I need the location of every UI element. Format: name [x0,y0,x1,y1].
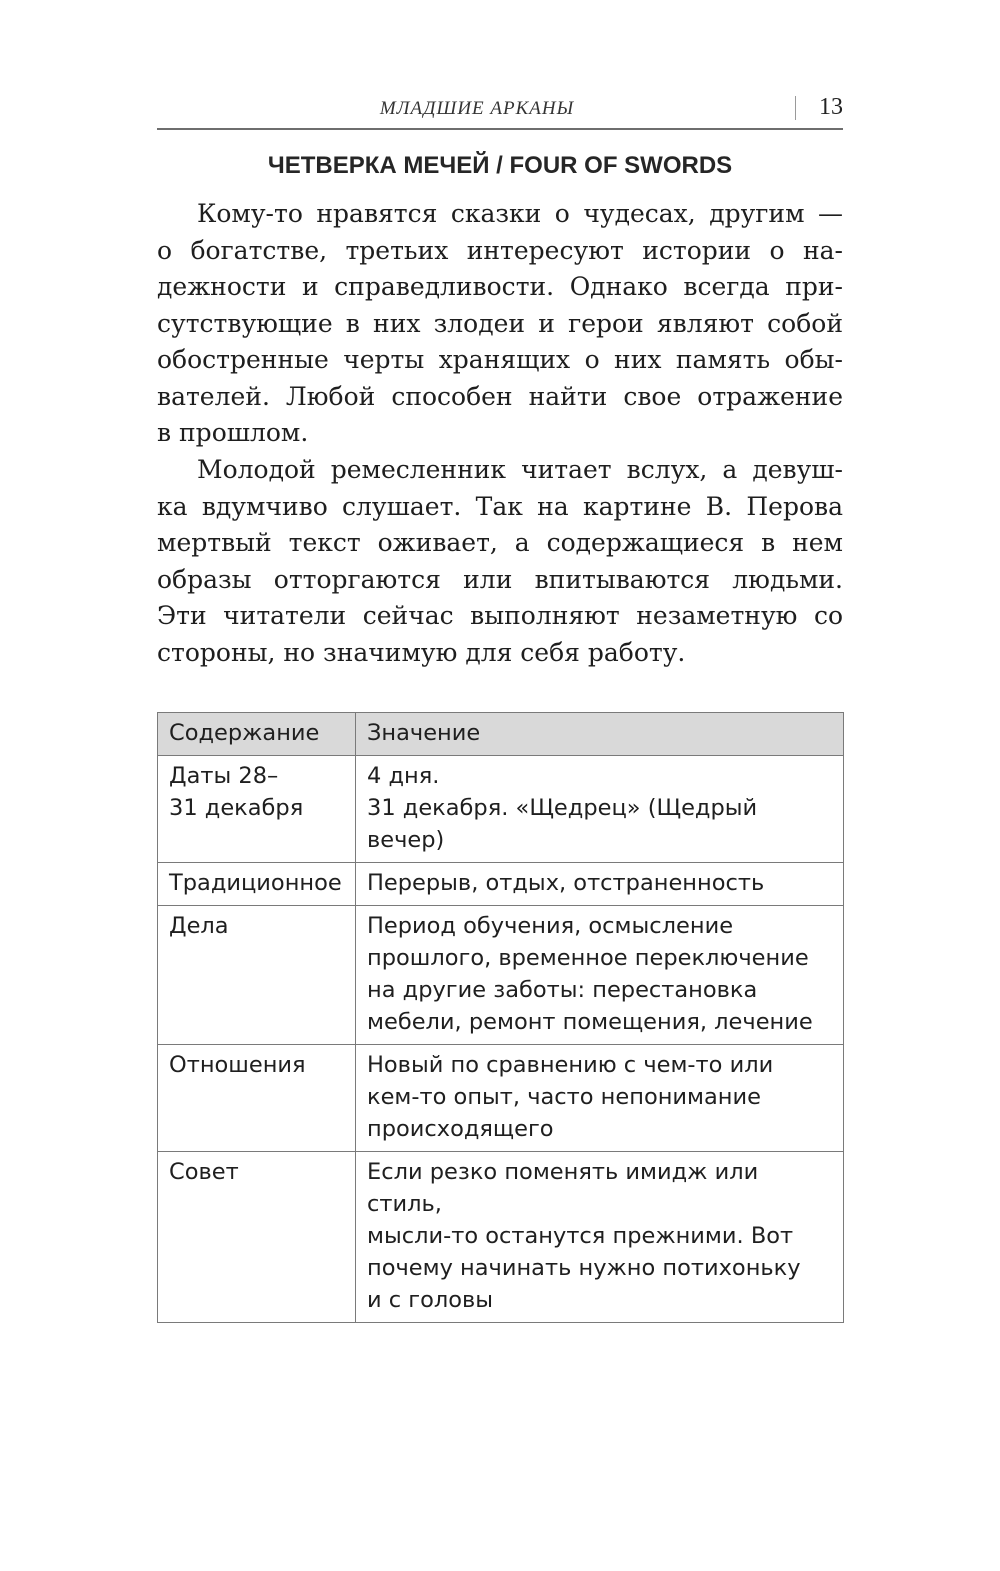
text-line: образы отторгаются или впитываются людьми. [157,564,843,594]
row-value-cell [356,863,844,906]
table-header-row [158,713,844,756]
cell-text: почему начинать нужно потихоньку [367,1255,801,1281]
row-value-cell [356,906,844,1045]
text-line: о богатстве, третьих интересуют истории о на- [157,235,843,265]
text-line: Молодой ремесленник читает вслух, а девуш- [197,455,843,484]
header-separator [795,96,796,120]
cell-text: Совет [169,1159,239,1185]
row-key-cell [158,906,356,1045]
text-line: мертвый текст оживает, а содержащиеся в нем [157,528,843,557]
text-line: обостренные черты хранящих о них память обы- [157,345,843,374]
table-row [158,1045,844,1152]
table-row [158,863,844,906]
paragraph-2 [157,452,843,671]
row-key-cell [158,756,356,863]
cell-text: Даты 28– [169,763,279,789]
text-line: Кому-то нравятся сказки о чудесах, другим — [197,199,843,228]
cell-text: Дела [169,913,229,939]
row-value-cell [356,1152,844,1323]
cell-text: Традиционное [169,870,342,896]
cell-text: Период обучения, осмысление [367,913,734,939]
row-value-cell [356,1045,844,1152]
section-title: ЧЕТВЕРКА МЕЧЕЙ / FOUR OF SWORDS [267,152,733,179]
paragraph-1 [157,196,843,452]
cell-text: мебели, ремонт помещения, лечение [367,1009,813,1035]
text-line: в прошлом. [157,418,309,447]
cell-text: на другие заботы: перестановка [367,977,758,1003]
cell-text: 4 дня. [367,763,440,789]
cell-text: мысли-то останутся прежними. Вот [367,1223,794,1249]
text-line: дежности и справедливости. Однако всегда при- [157,272,843,301]
meaning-table [157,712,844,1323]
running-header [157,92,843,130]
cell-text: Новый по сравнению с чем-то или [367,1052,774,1078]
text-line: стороны, но значимую для себя работу. [157,637,686,667]
text-line: ка вдумчиво слушает. Так на картине В. Перова [157,491,843,521]
table-row [158,756,844,863]
cell-text: происходящего [367,1116,554,1142]
cell-text: 31 декабря [169,795,304,821]
running-title: МЛАДШИЕ АРКАНЫ [379,98,575,119]
column-header-meaning: Значение [356,713,844,756]
cell-text: кем-то опыт, часто непонимание [367,1084,761,1110]
column-header-content: Содержание [158,713,356,756]
row-key-cell [158,863,356,906]
text-line: сутствующие в них злодеи и герои являют собой [157,308,843,338]
text-line: Эти читатели сейчас выполняют незаметную со [157,601,843,630]
cell-text: Отношения [169,1052,306,1078]
row-value-cell [356,756,844,863]
cell-text: 31 декабря. «Щедрец» (Щедрый вечер) [367,795,758,853]
text-line: вателей. Любой способен найти свое отражение [157,381,843,411]
table-row [158,1152,844,1323]
cell-text: Если резко поменять имидж или стиль, [367,1159,759,1217]
table-row [158,906,844,1045]
page-number: 13 [819,94,843,120]
cell-text: прошлого, временное переключение [367,945,809,971]
cell-text: и с головы [367,1287,494,1313]
row-key-cell [158,1045,356,1152]
row-key-cell [158,1152,356,1323]
cell-text: Перерыв, отдых, отстраненность [367,870,765,896]
